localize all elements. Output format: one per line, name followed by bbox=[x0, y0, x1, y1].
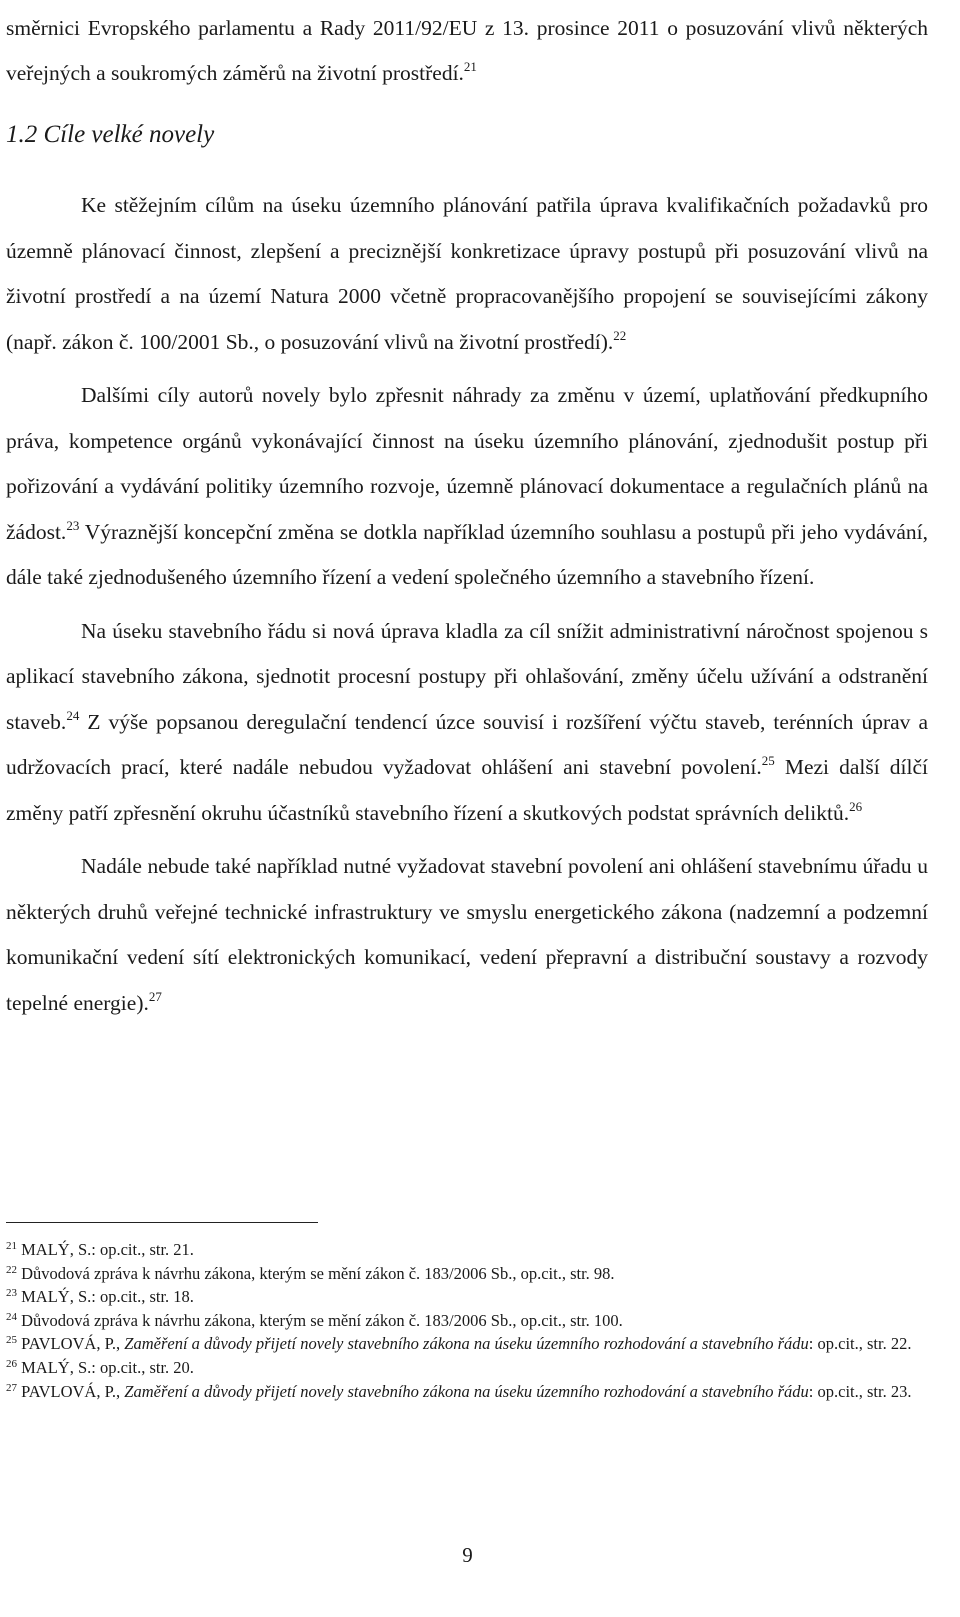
section-heading: 1.2 Cíle velké novely bbox=[6, 121, 215, 148]
footnote-ref: 24 bbox=[66, 707, 80, 723]
footnote-ref: 22 bbox=[613, 327, 627, 343]
footnote bbox=[6, 1309, 928, 1333]
paragraph-text: Nadále nebude také například nutné vyžadovat stavební povolení ani ohlášení stavebnímu úřadu u některých druhů veřejné technické infrastruktury ve smyslu energetického zákona (nadzemní a podzemní komunikační vedení sítí elektronických komunikací, vedení přepravní a distribuční soustavy a rozvody tepelné energie). bbox=[6, 854, 928, 1015]
footnote-text: PAVLOVÁ, P., bbox=[21, 1381, 125, 1401]
paragraph-text: Výraznější koncepční změna se dotkla například územního souhlasu a postupů při jeho vydávání, dále také zjednodušeného územního řízení a vedení společného územního a stavebního řízení. bbox=[6, 519, 928, 589]
page-number: 9 bbox=[462, 1543, 473, 1567]
footnote-number: 23 bbox=[6, 1287, 17, 1300]
body-paragraph bbox=[6, 609, 928, 837]
paragraph-text: Dalšími cíly autorů novely bylo zpřesnit náhrady za změnu v území, uplatňování předkupního práva, kompetence orgánů vykonávající činnost na úseku územního plánování, zjednodušit postup při pořizování a vydávání politiky územního rozvoje, územně plánovací dokumentace a regulačních plánů na žádost. bbox=[6, 383, 928, 544]
footnote bbox=[6, 1332, 928, 1356]
footnote-ref: 27 bbox=[148, 988, 162, 1004]
paragraph-text: Ke stěžejním cílům na úseku územního plánování patřila úprava kvalifikačních požadavků pro územně plánovací činnost, zlepšení a preciznější konkretizace úpravy postupů při posuzování vlivů na životní prostředí a na území Natura 2000 včetně propracovanějšího propojení se souvisejícími zákony (např. zákon č. 100/2001 Sb., o posuzování vlivů na životní prostředí). bbox=[6, 193, 928, 354]
footnotes bbox=[6, 1238, 928, 1403]
paragraph-text: Z výše popsanou deregulační tendencí úzce souvisí i rozšíření výčtu staveb, terénních úprav a udržovacích prací, které nadále nebudou vyžadovat ohlášení ani stavební povolení. bbox=[6, 709, 928, 779]
footnote-text: : op.cit., str. 23. bbox=[808, 1381, 912, 1401]
footnote-number: 22 bbox=[6, 1263, 17, 1276]
footnote-ref: 26 bbox=[849, 798, 863, 814]
paragraph-text: Na úseku stavebního řádu si nová úprava kladla za cíl snížit administrativní náročnost spojenou s aplikací stavebního zákona, sjednotit procesní postupy při ohlašování, změny účelu užívání a odstranění staveb. bbox=[6, 618, 928, 734]
footnote-ref: 23 bbox=[66, 517, 80, 533]
footnote-ref: 25 bbox=[761, 753, 775, 768]
footnote-text: Důvodová zpráva k návrhu zákona, kterým se mění zákon č. 183/2006 Sb., op.cit., str. 100. bbox=[21, 1310, 623, 1330]
footnote-text: Důvodová zpráva k návrhu zákona, kterým se mění zákon č. 183/2006 Sb., op.cit., str. 98. bbox=[21, 1263, 615, 1283]
footnote bbox=[6, 1285, 928, 1309]
footnote-ref: 21 bbox=[463, 59, 477, 74]
body-paragraph bbox=[6, 183, 928, 365]
footnote-number: 24 bbox=[6, 1310, 17, 1323]
intro-text: směrnici Evropského parlamentu a Rady 2011/92/EU z 13. prosince 2011 o posuzování vlivů některých veřejných a soukromých záměrů na životní prostředí. bbox=[6, 16, 928, 85]
footnote-text: PAVLOVÁ, P., bbox=[21, 1334, 125, 1354]
body-paragraph bbox=[6, 844, 928, 1026]
footnote-separator bbox=[6, 1222, 318, 1223]
footnote bbox=[6, 1356, 928, 1380]
footnote-number: 26 bbox=[6, 1357, 17, 1370]
footnote bbox=[6, 1380, 928, 1404]
footnote bbox=[6, 1238, 928, 1262]
footnote-number: 25 bbox=[6, 1334, 17, 1347]
footnote-title: Zaměření a důvody přijetí novely stavebního zákona na úseku územního rozhodování a stavebního řádu bbox=[124, 1381, 809, 1401]
intro-paragraph bbox=[6, 6, 928, 96]
footnote-text: : op.cit., str. 22. bbox=[808, 1334, 912, 1354]
footnote-title: Zaměření a důvody přijetí novely stavebního zákona na úseku územního rozhodování a stavebního řádu bbox=[124, 1334, 809, 1354]
footnote-text: MALÝ, S.: op.cit., str. 18. bbox=[21, 1287, 194, 1307]
footnote-text: MALÝ, S.: op.cit., str. 21. bbox=[21, 1240, 194, 1259]
footnote-number: 21 bbox=[6, 1240, 17, 1252]
body-paragraphs bbox=[6, 183, 928, 1034]
body-paragraph bbox=[6, 373, 928, 601]
footnote bbox=[6, 1262, 928, 1286]
footnote-number: 27 bbox=[6, 1381, 17, 1394]
footnote-text: MALÝ, S.: op.cit., str. 20. bbox=[21, 1357, 194, 1377]
paragraph-text: Mezi další dílčí změny patří zpřesnění okruhu účastníků stavebního řízení a skutkových podstat správních deliktů. bbox=[6, 755, 928, 825]
